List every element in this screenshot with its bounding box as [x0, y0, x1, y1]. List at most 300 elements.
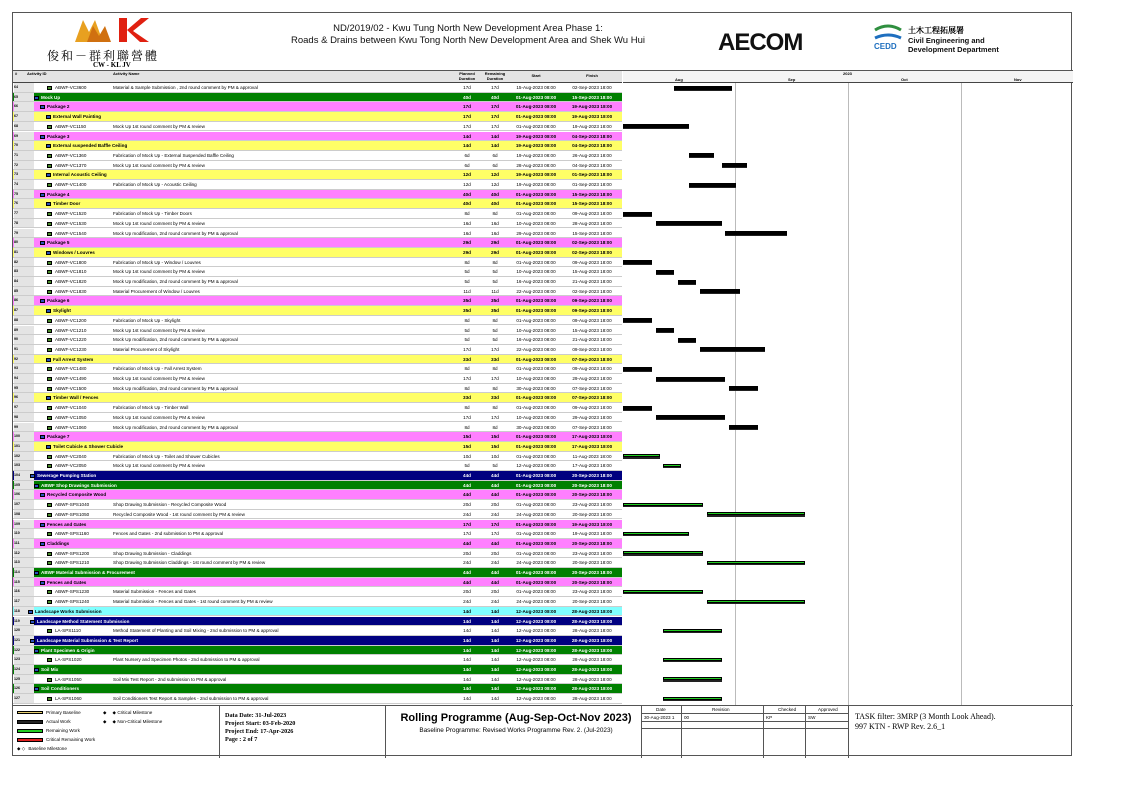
- start-date: 01-Aug-2023 08:00: [515, 308, 557, 314]
- schedule-sheet: [12, 12, 1072, 756]
- start-date: 30-Aug-2023 08:00: [516, 385, 556, 391]
- activity-id: ABWF-VC1820: [55, 279, 87, 284]
- gantt-bar[interactable]: [623, 212, 652, 217]
- col-remaining-duration: Remaining Duration: [484, 71, 506, 81]
- wbs-row[interactable]: [13, 617, 622, 627]
- start-date: 24-Aug-2023 08:00: [516, 599, 556, 605]
- gantt-bar[interactable]: [700, 289, 740, 294]
- gantt-bar[interactable]: [678, 280, 696, 285]
- gantt-bar[interactable]: [729, 386, 758, 391]
- finish-date: 28-Aug-2023 18:00: [572, 220, 612, 226]
- project-title: [288, 23, 648, 47]
- finish-date: 02-Sep-2023 18:00: [572, 85, 612, 90]
- wbs-folder-icon: [40, 299, 45, 303]
- planned-duration: 14d: [463, 608, 471, 614]
- activity-row[interactable]: [13, 423, 622, 433]
- finish-date: 02-Sep-2023 18:00: [572, 249, 612, 255]
- start-date: 01-Aug-2023 08:00: [516, 589, 556, 595]
- activity-row[interactable]: [13, 180, 622, 190]
- activity-row[interactable]: [13, 403, 622, 413]
- gantt-bar[interactable]: [689, 153, 715, 158]
- timeline-header: [623, 71, 1073, 83]
- remaining-duration: 17d: [491, 521, 499, 527]
- wbs-row[interactable]: [13, 432, 622, 442]
- start-date: 12-Aug-2023 08:00: [516, 657, 556, 663]
- activity-id: ABWF-SPS1230: [55, 589, 90, 595]
- remaining-duration: 5d: [492, 337, 498, 343]
- wbs-name: ABWF Shop Drawings Submission: [41, 482, 117, 488]
- activity-name: Fabrication of Mock Up - Acoustic Ceiling: [113, 182, 197, 187]
- planned-duration: 8d: [464, 385, 470, 391]
- planned-duration: 8d: [464, 211, 470, 217]
- activity-name: Shop Drawing Submission Claddings - 1st round comment by PM & review: [113, 560, 266, 566]
- row-number: 87: [14, 306, 34, 316]
- wbs-folder-icon: [30, 639, 35, 643]
- wbs-row[interactable]: [13, 646, 622, 656]
- activity-name: Material Submission - Fences and Gates - 1st round comment by PM & review: [113, 599, 273, 605]
- activity-row[interactable]: [13, 587, 622, 597]
- finish-date: 19-Aug-2023 18:00: [572, 123, 612, 129]
- remaining-duration: 17d: [491, 85, 499, 90]
- wbs-row[interactable]: [13, 296, 622, 306]
- row-number: 104: [14, 471, 34, 481]
- wbs-folder-icon: [40, 581, 45, 585]
- start-date: 22-Aug-2023 08:00: [516, 288, 556, 294]
- remaining-duration: 14d: [491, 676, 499, 682]
- wbs-name: Landscape Method Statement Submission: [37, 618, 130, 624]
- wbs-row[interactable]: [13, 248, 622, 258]
- remaining-duration: 15d: [491, 434, 499, 440]
- row-number: 124: [14, 665, 34, 675]
- activity-row[interactable]: [13, 558, 622, 568]
- activity-row[interactable]: [13, 258, 622, 268]
- gantt-bar[interactable]: [623, 367, 652, 372]
- row-number: 127: [14, 694, 34, 704]
- wbs-row[interactable]: [13, 238, 622, 248]
- activity-name: Soil Conditioners Test Report & Samples - 2nd submission to PM & approval: [113, 696, 269, 702]
- finish-date: 28-Aug-2023 18:00: [572, 657, 612, 663]
- row-number: 123: [14, 655, 34, 665]
- wbs-folder-icon: [34, 687, 39, 691]
- activity-id: ABWF-SPS1210: [55, 560, 90, 566]
- planned-duration: 40d: [463, 191, 471, 197]
- activity-row[interactable]: [13, 500, 622, 510]
- remaining-duration: 8d: [492, 259, 498, 265]
- activity-id: ABWF-VC1830: [55, 288, 87, 294]
- activity-row[interactable]: [13, 345, 622, 355]
- wbs-row[interactable]: [13, 93, 622, 103]
- activity-row[interactable]: [13, 384, 622, 394]
- activity-id: ABWF-VC1480: [55, 366, 87, 372]
- planned-duration: 17d: [463, 531, 471, 537]
- planned-duration: 17d: [463, 104, 471, 110]
- column-header: [13, 71, 622, 83]
- finish-date: 20-Sep-2023 18:00: [572, 540, 612, 546]
- row-number: 72: [14, 161, 34, 171]
- wbs-name: Timber Door: [53, 201, 81, 207]
- gantt-bar[interactable]: [623, 318, 652, 323]
- wbs-row[interactable]: [13, 442, 622, 452]
- finish-date: 09-Aug-2023 18:00: [572, 211, 612, 217]
- wbs-name: Fences and Gates: [47, 579, 87, 585]
- wbs-row[interactable]: [13, 471, 622, 481]
- rev-date-header: Date: [656, 707, 666, 712]
- wbs-name: Skylight: [53, 308, 71, 314]
- wbs-name: Package 2: [47, 104, 70, 110]
- gantt-bar[interactable]: [623, 551, 703, 556]
- activity-row[interactable]: [13, 326, 622, 336]
- wbs-row[interactable]: [13, 355, 622, 365]
- row-number: 69: [14, 132, 34, 142]
- activity-id: ABWF-VC1400: [55, 182, 87, 187]
- gantt-bar[interactable]: [700, 347, 766, 352]
- row-number: 126: [14, 684, 34, 694]
- wbs-name: Package 4: [47, 191, 70, 197]
- wbs-row[interactable]: [13, 539, 622, 549]
- planned-duration: 5d: [464, 269, 470, 275]
- activity-name: Fabrication of Mock Up - Skylight: [113, 317, 181, 323]
- finish-date: 21-Aug-2023 18:00: [572, 337, 612, 343]
- wbs-folder-icon: [46, 396, 51, 400]
- wbs-row[interactable]: [13, 568, 622, 578]
- start-date: 30-Aug-2023 08:00: [516, 424, 556, 430]
- row-number: 106: [14, 490, 34, 500]
- activity-name: Soil Mix Test Report - 2nd submission to PM & approval: [113, 676, 227, 682]
- planned-duration: 10d: [463, 453, 471, 459]
- activity-name: Material Submission - Fences and Gates: [113, 589, 196, 595]
- remaining-duration: 14d: [491, 657, 499, 663]
- activity-id: ABWF-VC1530: [55, 220, 87, 226]
- remaining-duration: 40d: [491, 94, 499, 100]
- gantt-bar[interactable]: [707, 600, 806, 605]
- finish-date: 28-Aug-2023 18:00: [571, 637, 613, 643]
- start-date: 12-Aug-2023 08:00: [516, 628, 556, 634]
- wbs-name: Claddings: [47, 540, 70, 546]
- activity-row[interactable]: [13, 694, 622, 704]
- start-date: 19-Aug-2023 08:00: [515, 143, 557, 149]
- remaining-duration: 20d: [491, 502, 499, 508]
- planned-duration: 11d: [463, 288, 471, 294]
- wbs-row[interactable]: [13, 132, 622, 142]
- remaining-duration: 5d: [492, 327, 498, 333]
- start-date: 29-Aug-2023 08:00: [516, 230, 556, 236]
- activity-icon: [47, 426, 52, 430]
- wbs-row[interactable]: [13, 199, 622, 209]
- finish-date: 15-Aug-2023 18:00: [572, 269, 612, 275]
- remaining-duration: 17d: [491, 104, 499, 110]
- page-header: [13, 13, 1073, 71]
- activity-icon: [47, 406, 52, 410]
- remaining-duration: 14d: [491, 618, 499, 624]
- activity-row[interactable]: [13, 287, 622, 297]
- row-number: 65: [14, 93, 34, 103]
- activity-row[interactable]: [13, 267, 622, 277]
- start-date: 01-Aug-2023 08:00: [516, 366, 556, 372]
- activity-name: Recycled Composite Wood - 1st round comment by PM & review: [113, 511, 245, 517]
- row-number: 97: [14, 403, 34, 413]
- remaining-duration: 6d: [492, 152, 498, 158]
- legend-actual: Actual Work: [17, 719, 71, 724]
- activity-icon: [47, 561, 52, 565]
- project-dates: [225, 712, 295, 744]
- activity-row[interactable]: [13, 655, 622, 665]
- remaining-duration: 40d: [491, 201, 499, 207]
- activity-row[interactable]: [13, 549, 622, 559]
- wbs-row[interactable]: [13, 112, 622, 122]
- wbs-row[interactable]: [13, 665, 622, 675]
- row-number: 74: [14, 180, 34, 190]
- revision-header: Revision: [712, 707, 730, 712]
- activity-row[interactable]: [13, 122, 622, 132]
- aecom-logo: AECOM: [718, 29, 803, 56]
- activity-row[interactable]: [13, 364, 622, 374]
- gantt-bar[interactable]: [678, 338, 696, 343]
- start-date: 24-Aug-2023 08:00: [516, 511, 556, 517]
- finish-date: 20-Sep-2023 18:00: [572, 599, 612, 605]
- planned-duration: 14d: [463, 667, 471, 672]
- planned-duration: 35d: [463, 298, 471, 304]
- start-date: 01-Aug-2023 08:00: [516, 531, 556, 537]
- activity-icon: [47, 658, 52, 662]
- remaining-duration: 14d: [491, 637, 499, 643]
- gantt-bar[interactable]: [656, 270, 674, 275]
- planned-duration: 14d: [463, 696, 471, 702]
- activity-icon: [47, 125, 52, 129]
- remaining-duration: 44d: [491, 492, 499, 498]
- activity-row[interactable]: [13, 510, 622, 520]
- gantt-bar[interactable]: [663, 658, 721, 663]
- row-number: 64: [14, 83, 34, 93]
- wbs-row[interactable]: [13, 393, 622, 403]
- activity-row[interactable]: [13, 161, 622, 171]
- finish-date: 19-Aug-2023 18:00: [571, 104, 613, 110]
- finish-date: 09-Aug-2023 18:00: [572, 317, 612, 323]
- wbs-folder-icon: [28, 610, 33, 614]
- row-number: 102: [14, 452, 34, 462]
- wbs-row[interactable]: [13, 141, 622, 151]
- wbs-name: Windows / Louvres: [53, 249, 95, 255]
- remaining-duration: 15d: [491, 443, 499, 449]
- gantt-bar[interactable]: [656, 328, 674, 333]
- activity-name: Mock Up 1st round comment by PM & review: [113, 123, 205, 129]
- row-number: 125: [14, 675, 34, 685]
- finish-date: 07-Sep-2023 18:00: [572, 356, 612, 362]
- gantt-bar[interactable]: [656, 221, 722, 226]
- wbs-row[interactable]: [13, 578, 622, 588]
- gantt-bar[interactable]: [729, 425, 758, 430]
- activity-row[interactable]: [13, 219, 622, 229]
- gantt-bar[interactable]: [663, 464, 681, 469]
- start-date: 01-Aug-2023 08:00: [515, 579, 557, 585]
- rev-number: 00: [684, 715, 690, 720]
- gantt-bar[interactable]: [725, 231, 787, 236]
- row-number: 115: [14, 578, 34, 588]
- planned-duration: 17d: [463, 123, 471, 129]
- row-number: 111: [14, 539, 34, 549]
- planned-duration: 24d: [463, 511, 471, 517]
- activity-name: Fabrication of Mock Up - Window / Louvres: [113, 259, 201, 265]
- gantt-bar[interactable]: [623, 590, 703, 595]
- activity-row[interactable]: [13, 83, 622, 93]
- planned-duration: 17d: [463, 346, 471, 352]
- activity-row[interactable]: [13, 675, 622, 685]
- remaining-duration: 6d: [492, 162, 498, 168]
- row-number: 96: [14, 393, 34, 403]
- activity-row[interactable]: [13, 413, 622, 423]
- wbs-row[interactable]: [13, 481, 622, 491]
- wbs-name: ABWF Material Submission & Procurement: [41, 570, 135, 575]
- start-date: 01-Aug-2023 08:00: [515, 540, 557, 546]
- row-number: 114: [14, 568, 34, 578]
- remaining-duration: 8d: [492, 424, 498, 430]
- activity-id: ABWF-VC1210: [55, 327, 87, 333]
- planned-duration: 17d: [463, 85, 471, 90]
- gantt-bar[interactable]: [656, 415, 725, 420]
- wbs-row[interactable]: [13, 170, 622, 180]
- activity-name: Fabrication of Mock Up - Timber Wall: [113, 405, 189, 411]
- activity-id: ABWF-VC1060: [55, 424, 87, 430]
- finish-date: 04-Sep-2023 18:00: [572, 162, 612, 168]
- wbs-name: Sewerage Pumping Station: [37, 473, 97, 478]
- gantt-bar[interactable]: [623, 503, 703, 508]
- activity-row[interactable]: [13, 335, 622, 345]
- wbs-row[interactable]: [13, 190, 622, 200]
- month-nov: Nov: [1014, 77, 1022, 82]
- activity-id: ABWF-VC3600: [55, 85, 87, 90]
- swatch-icon: [17, 720, 43, 724]
- activity-id: LA-SPS1020: [55, 657, 82, 663]
- row-number: 110: [14, 529, 34, 539]
- footer: [13, 705, 1073, 757]
- wbs-row[interactable]: [13, 636, 622, 646]
- remaining-duration: 5d: [492, 463, 498, 469]
- row-number: 84: [14, 277, 34, 287]
- remaining-duration: 14d: [491, 608, 499, 614]
- row-number: 68: [14, 122, 34, 132]
- activity-name: Mock Up modification, 2nd round comment by PM & approval: [113, 279, 238, 284]
- planned-duration: 44d: [463, 473, 471, 478]
- activity-row[interactable]: [13, 316, 622, 326]
- planned-duration: 40d: [463, 201, 471, 207]
- activity-row[interactable]: [13, 529, 622, 539]
- activity-name: Fences and Gates - 2nd submission to PM & approval: [113, 531, 224, 537]
- finish-date: 28-Aug-2023 18:00: [572, 676, 612, 682]
- activity-row[interactable]: [13, 452, 622, 462]
- gantt-bar[interactable]: [707, 561, 806, 566]
- start-date: 01-Aug-2023 08:00: [515, 94, 557, 100]
- checked-by: KP: [766, 715, 773, 720]
- gantt-bar[interactable]: [674, 86, 732, 91]
- activity-row[interactable]: [13, 277, 622, 287]
- gantt-bar[interactable]: [663, 629, 721, 634]
- row-number: 91: [14, 345, 34, 355]
- gantt-chart: [623, 83, 1073, 705]
- planned-duration: 14d: [463, 618, 471, 624]
- remaining-duration: 24d: [491, 560, 499, 566]
- finish-date: 09-Sep-2023 18:00: [572, 346, 612, 352]
- start-date: 19-Aug-2023 08:00: [516, 152, 556, 158]
- finish-date: 20-Sep-2023 18:00: [572, 560, 612, 566]
- activity-row[interactable]: [13, 151, 622, 161]
- wbs-name: Landscape Material Submission & Test Report: [37, 637, 138, 643]
- start-date: 01-Aug-2023 08:00: [515, 356, 557, 362]
- gantt-bar[interactable]: [663, 677, 721, 682]
- wbs-row[interactable]: [13, 102, 622, 112]
- activity-name: Mock Up 1st round comment by PM & review: [113, 220, 205, 226]
- activity-row[interactable]: [13, 229, 622, 239]
- wbs-row[interactable]: [13, 520, 622, 530]
- wbs-folder-icon: [46, 173, 51, 177]
- activity-id: LA-SPS1110: [55, 628, 81, 634]
- row-number: 67: [14, 112, 34, 122]
- wbs-folder-icon: [40, 105, 45, 109]
- start-date: 16-Aug-2023 08:00: [516, 279, 556, 284]
- cedd-chinese-name: 土木工程拓展署: [908, 26, 964, 35]
- remaining-duration: 40d: [491, 191, 499, 197]
- gantt-bar[interactable]: [722, 163, 748, 168]
- start-date: 10-Aug-2023 08:00: [516, 414, 556, 420]
- wbs-name: Recycled Composite Wood: [47, 492, 107, 498]
- activity-row[interactable]: [13, 626, 622, 636]
- gantt-bar[interactable]: [689, 183, 736, 188]
- remaining-duration: 16d: [491, 230, 499, 236]
- row-number: 99: [14, 423, 34, 433]
- finish-date: 04-Sep-2023 18:00: [572, 143, 612, 149]
- approved-by: SW: [808, 715, 816, 720]
- gantt-bar[interactable]: [623, 260, 652, 265]
- col-start: Start: [531, 73, 541, 78]
- activity-icon: [47, 552, 52, 556]
- wbs-row[interactable]: [13, 490, 622, 500]
- col-no: #: [15, 71, 18, 76]
- activity-row[interactable]: [13, 374, 622, 384]
- row-number: 88: [14, 316, 34, 326]
- row-number: 94: [14, 374, 34, 384]
- activity-name: Fabrication of Mock Up - Fall Arrest System: [113, 366, 202, 372]
- finish-date: 20-Sep-2023 18:00: [572, 473, 612, 478]
- remaining-duration: 12d: [491, 182, 499, 187]
- gantt-bar[interactable]: [623, 406, 652, 411]
- start-date: 01-Aug-2023 08:00: [516, 211, 556, 217]
- activity-name: Mock Up 1st round comment by PM & review: [113, 463, 205, 469]
- gantt-bar[interactable]: [623, 454, 660, 459]
- gantt-bar[interactable]: [663, 697, 721, 702]
- wbs-folder-icon: [46, 309, 51, 313]
- wbs-folder-icon: [46, 445, 51, 449]
- activity-id: ABWF-VC1490: [55, 376, 87, 381]
- wbs-folder-icon: [40, 542, 45, 546]
- wbs-row[interactable]: [13, 306, 622, 316]
- gantt-bar[interactable]: [623, 532, 689, 537]
- gantt-bar[interactable]: [623, 124, 689, 129]
- gantt-bar[interactable]: [707, 512, 806, 517]
- wbs-row[interactable]: [13, 684, 622, 694]
- wbs-folder-icon: [40, 493, 45, 497]
- start-date: 12-Aug-2023 08:00: [515, 637, 557, 643]
- col-planned-duration: Planned Duration: [458, 71, 476, 81]
- activity-row[interactable]: [13, 597, 622, 607]
- row-number: 109: [14, 520, 34, 530]
- activity-name: Shop Drawing Submission - Recycled Composite Wood: [113, 502, 227, 508]
- remaining-duration: 17d: [491, 376, 499, 381]
- gantt-bar[interactable]: [656, 377, 725, 382]
- planned-duration: 14d: [463, 637, 471, 643]
- finish-date: 09-Sep-2023 18:00: [572, 308, 612, 314]
- remaining-duration: 35d: [491, 308, 499, 314]
- wbs-row[interactable]: [13, 607, 622, 617]
- activity-row[interactable]: [13, 209, 622, 219]
- activity-row[interactable]: [13, 461, 622, 471]
